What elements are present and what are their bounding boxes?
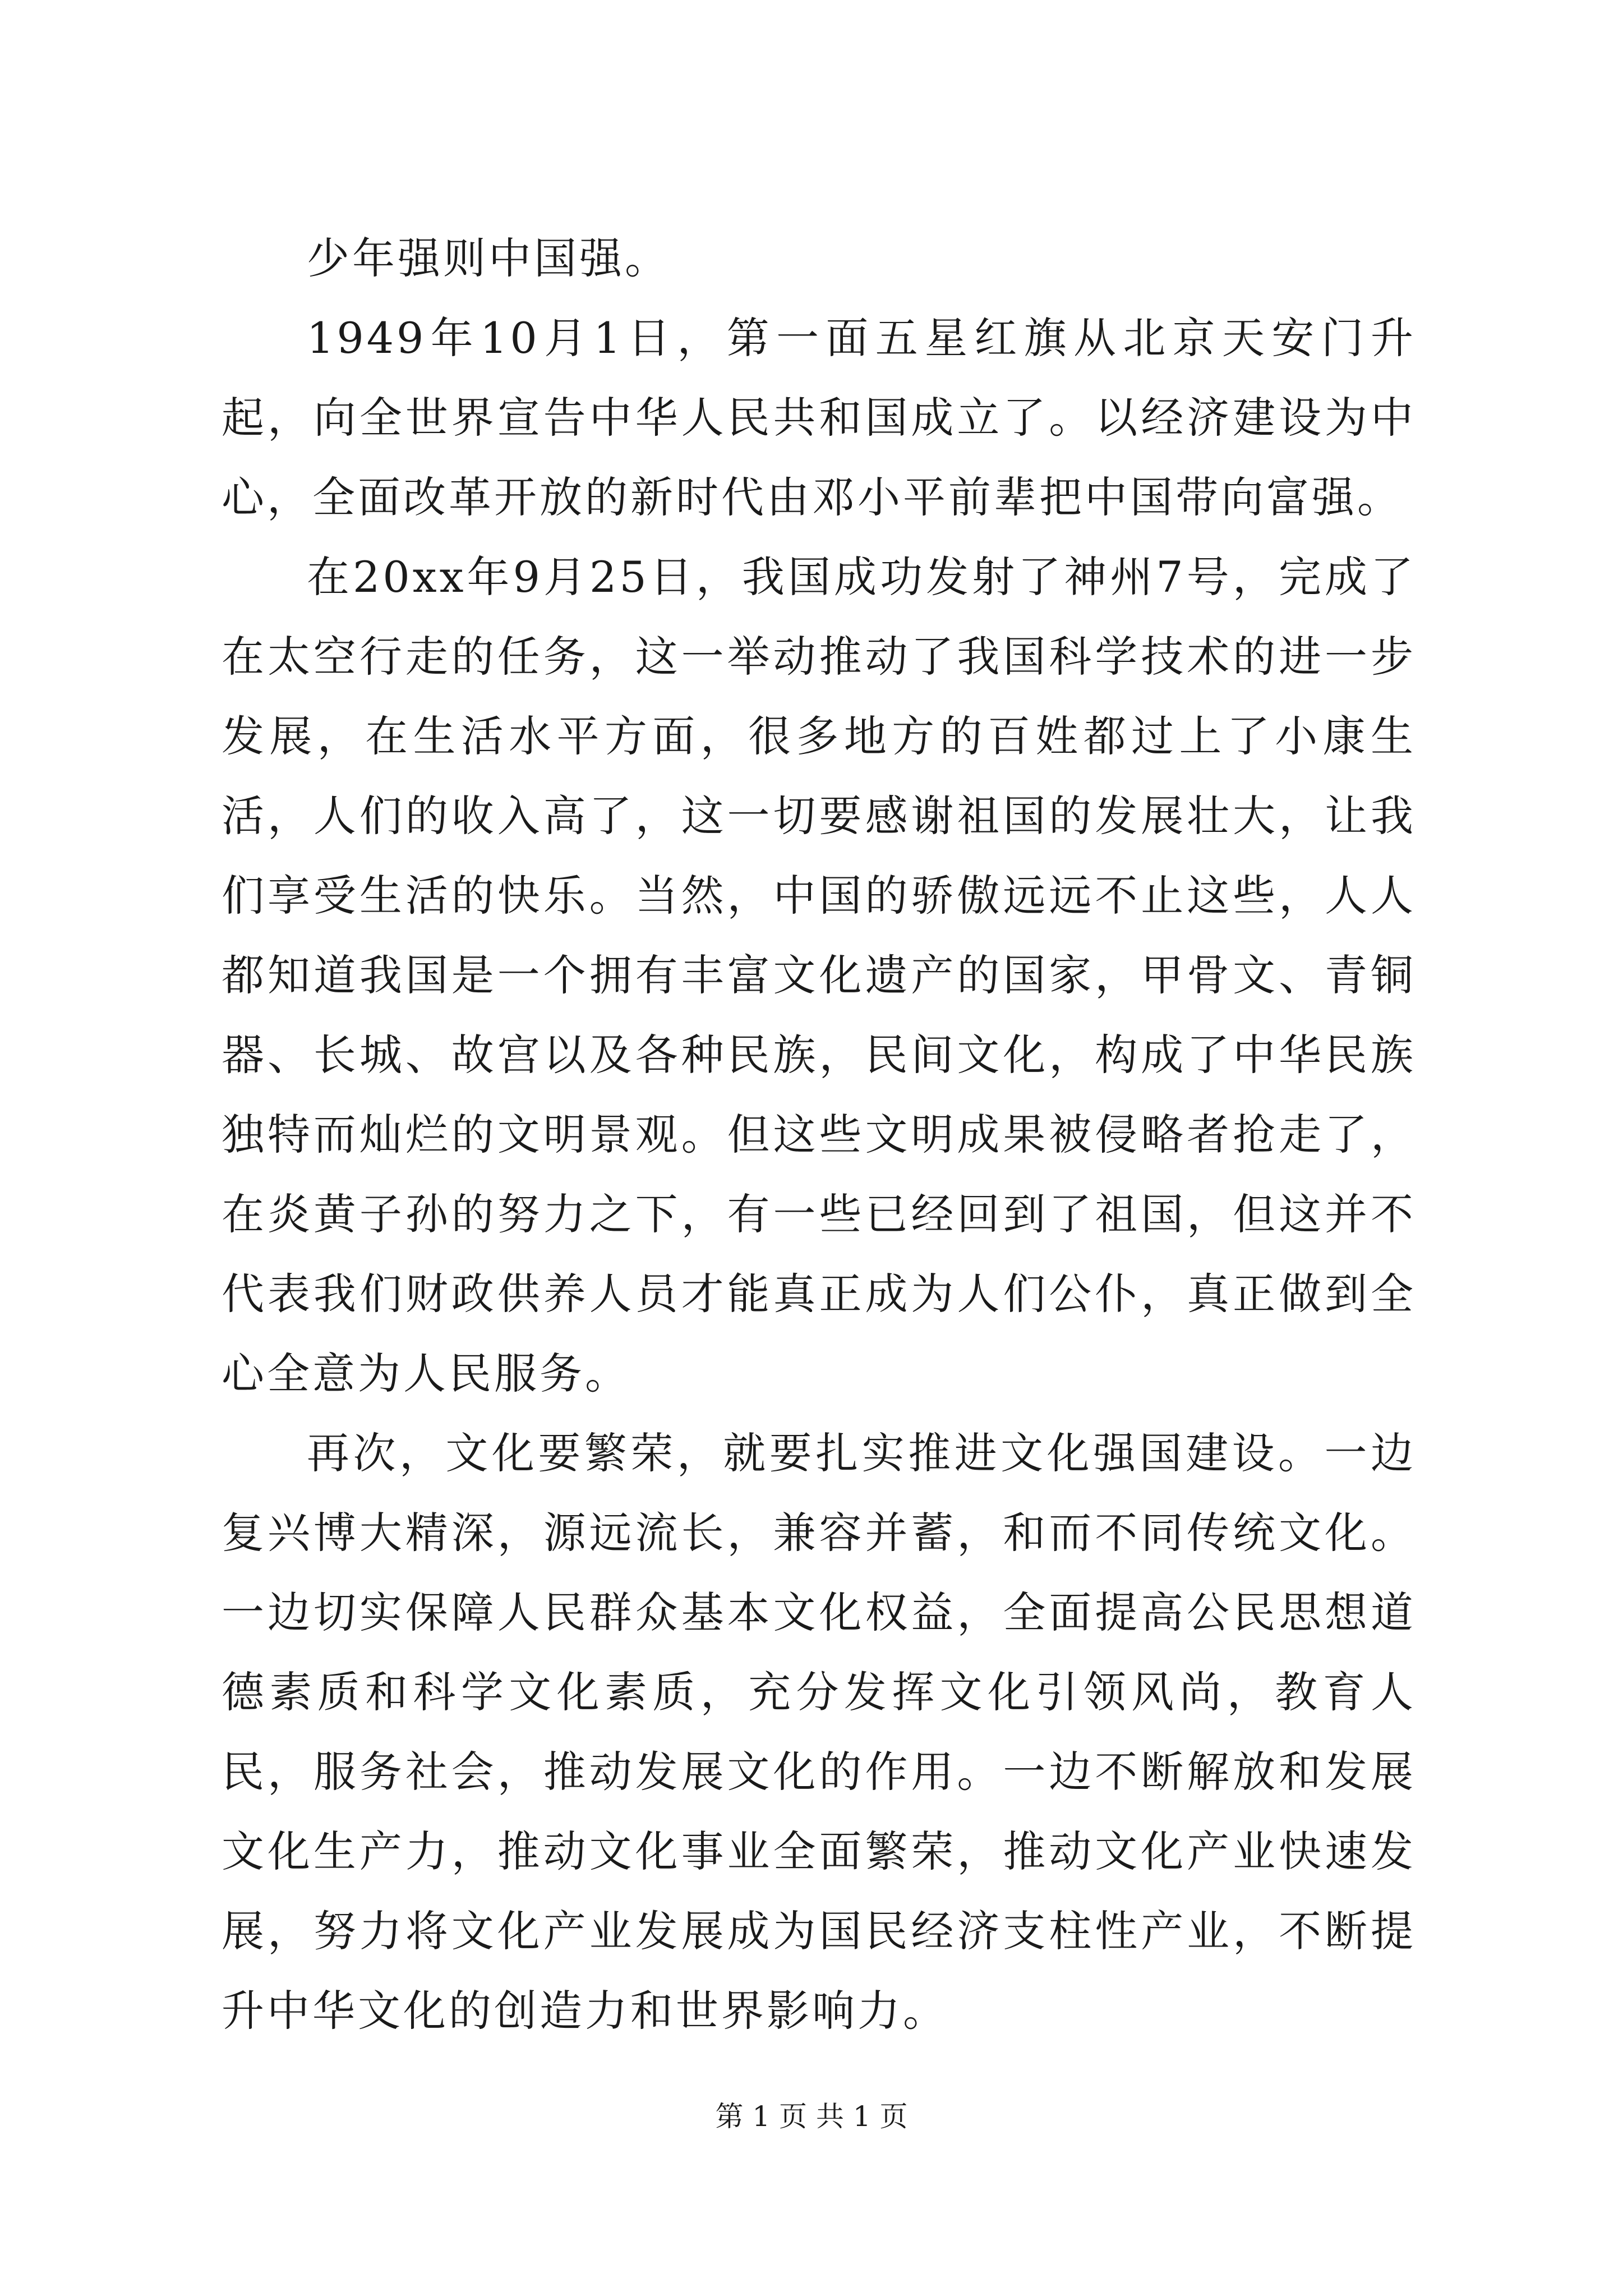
paragraph: 再次，文化要繁荣，就要扎实推进文化强国建设。一边复兴博大精深，源远流长，兼容并蓄，和而不同传统文化。一边切实保障人民群众基本文化权益，全面提高公民思想道德素质和科学文化素质，充分发挥文化引领风尚，教育人民，服务社会，推动发展文化的作用。一边不断解放和发展文化生产力，推动文化事业全面繁荣，推动文化产业快速发展，努力将文化产业发展成为国民经济支柱性产业，不断提升中华文化的创造力和世界影响力。 <box>222 1428 1416 2036</box>
paragraph: 在20xx年9月25日，我国成功发射了神州7号，完成了在太空行走的任务，这一举动推动了我国科学技术的进一步发展，在生活水平方面，很多地方的百姓都过上了小康生活，人们的收入高了，这一切要感谢祖国的发展壮大，让我们享受生活的快乐。当然，中国的骄傲远远不止这些，人人都知道我国是一个拥有丰富文化遗产的国家，甲骨文、青铜器、长城、故宫以及各种民族，民间文化，构成了中华民族独特而灿烂的文明景观。但这些文明成果被侵略者抢走了，在炎黄子孙的努力之下，有一些已经回到了祖国，但这并不代表我们财政供养人员才能真正成为人们公仆，真正做到全心全意为人民服务。 <box>222 552 1416 1398</box>
document-body <box>222 219 1416 2051</box>
paragraph: 少年强则中国强。 <box>307 233 670 283</box>
paragraph: 1949年10月1日，第一面五星红旗从北京天安门升起，向全世界宣告中华人民共和国成立了。以经济建设为中心，全面改革开放的新时代由邓小平前辈把中国带向富强。 <box>222 313 1416 522</box>
page-number-footer: 第 1 页 共 1 页 <box>715 2100 908 2133</box>
